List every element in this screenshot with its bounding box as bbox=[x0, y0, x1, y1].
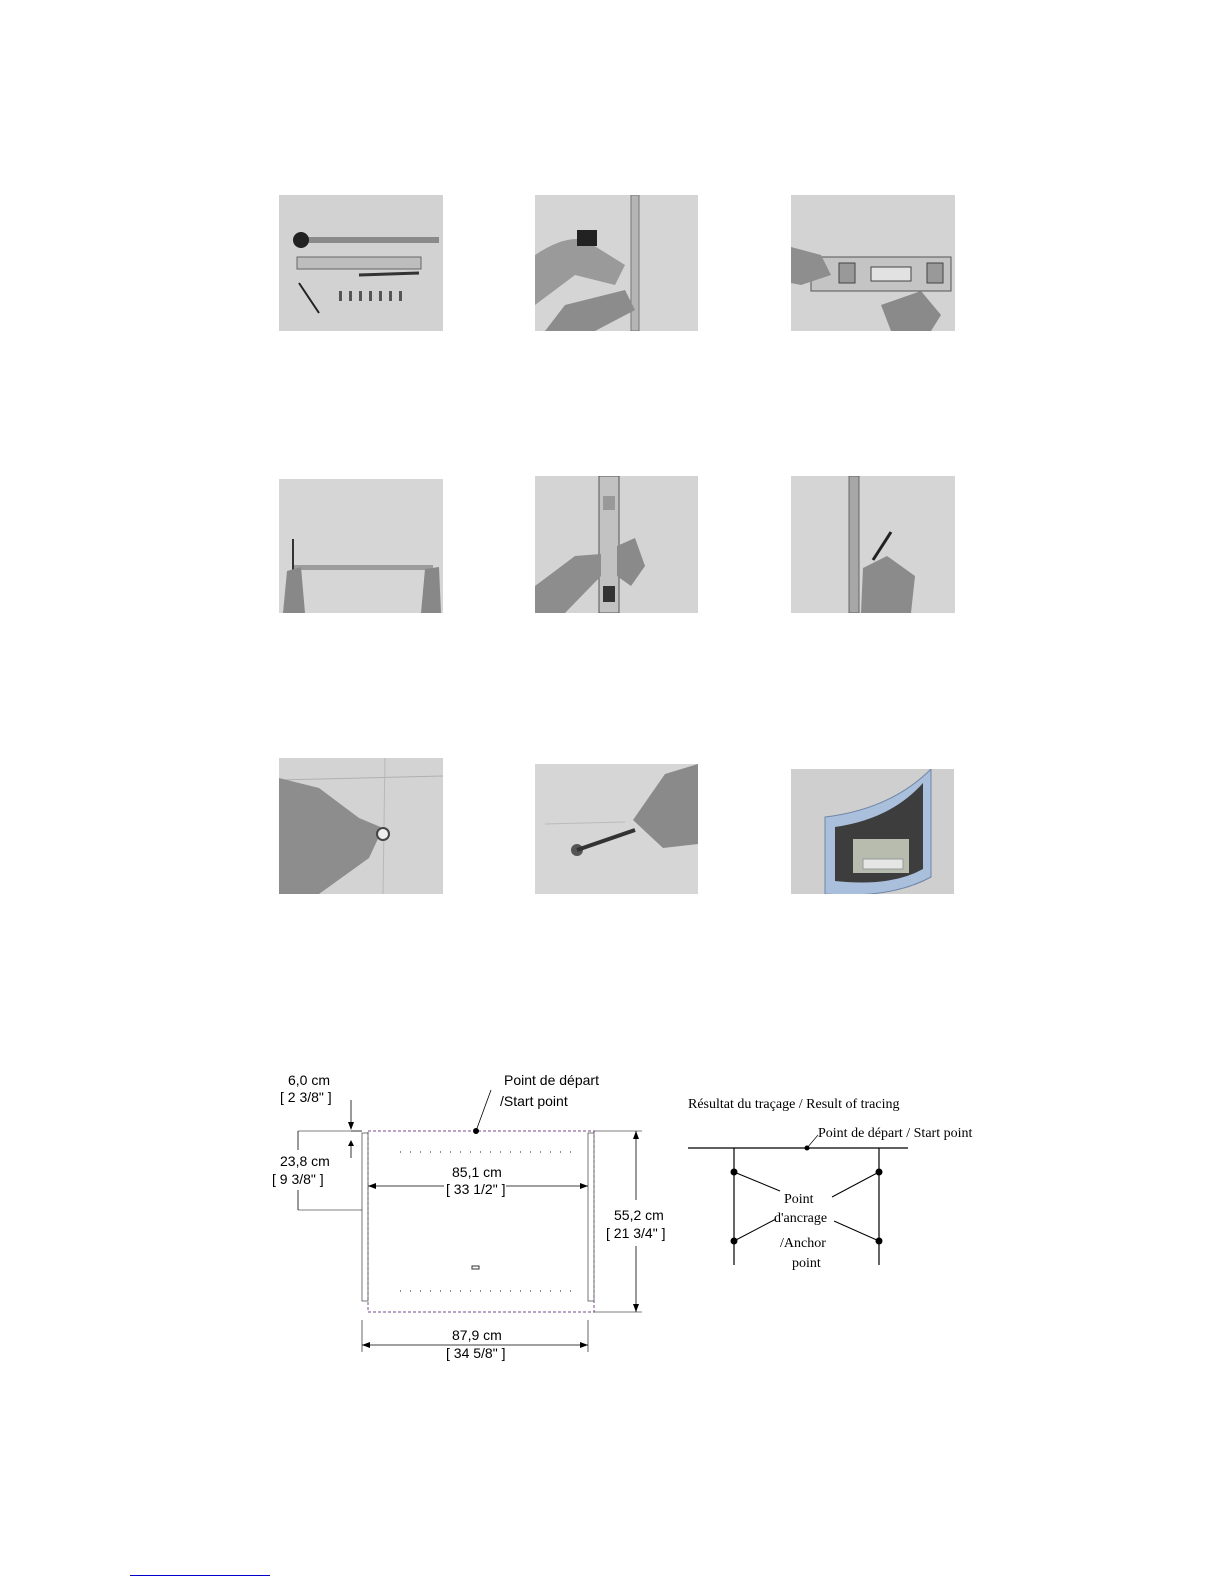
dim-outer-width-in: [ 34 5/8" ] bbox=[446, 1345, 506, 1361]
level-marking-image bbox=[791, 195, 955, 331]
measure-vertical-image bbox=[535, 195, 698, 331]
footer-rule bbox=[130, 1575, 270, 1576]
photo-step-8-screw-anchor bbox=[535, 764, 698, 894]
dim-vertical-offset-in: [ 9 3/8" ] bbox=[272, 1171, 324, 1187]
photo-step-2-measure-vertical bbox=[535, 195, 698, 331]
tracing-start-point-label: Point de départ / Start point bbox=[818, 1126, 973, 1141]
anchor-label-4: point bbox=[792, 1256, 821, 1271]
dim-height-in: [ 21 3/4" ] bbox=[606, 1225, 666, 1241]
mounted-fireplace-image bbox=[791, 769, 954, 894]
dim-height: 55,2 cm bbox=[614, 1207, 664, 1223]
tracing-title: Résultat du traçage / Result of tracing bbox=[688, 1097, 900, 1112]
screw-anchor-image bbox=[535, 764, 698, 894]
start-point-label-1: Point de départ bbox=[504, 1072, 599, 1088]
photo-step-1-tools bbox=[279, 195, 443, 331]
dim-inner-width-in: [ 33 1/2" ] bbox=[446, 1181, 506, 1197]
dim-vertical-offset: 23,8 cm bbox=[280, 1153, 330, 1169]
tracing-result-drawing bbox=[680, 1085, 1040, 1355]
dim-outer-width: 87,9 cm bbox=[452, 1327, 502, 1343]
dim-top-offset: 6,0 cm bbox=[288, 1072, 331, 1088]
drill-hole-image bbox=[279, 758, 443, 894]
ruler-mark-image bbox=[791, 476, 955, 613]
photo-step-3-level-marking bbox=[791, 195, 955, 331]
anchor-label-3: /Anchor bbox=[780, 1236, 826, 1251]
photo-step-6-ruler-mark bbox=[791, 476, 955, 613]
level-vertical-image bbox=[535, 476, 698, 613]
photo-step-4-measure-horizontal bbox=[279, 479, 443, 613]
measure-horizontal-image bbox=[279, 479, 443, 613]
dimension-drawing bbox=[262, 1060, 682, 1380]
tools-image bbox=[279, 195, 443, 331]
photo-step-7-drill-hole bbox=[279, 758, 443, 894]
anchor-label-2: d'ancrage bbox=[774, 1211, 828, 1226]
dim-top-offset-in: [ 2 3/8" ] bbox=[280, 1089, 332, 1105]
dim-inner-width: 85,1 cm bbox=[452, 1164, 502, 1180]
start-point-label-2: /Start point bbox=[500, 1093, 568, 1109]
anchor-label-1: Point bbox=[784, 1192, 814, 1207]
photo-step-5-level-vertical bbox=[535, 476, 698, 613]
photo-step-9-mounted-fireplace bbox=[791, 769, 954, 894]
